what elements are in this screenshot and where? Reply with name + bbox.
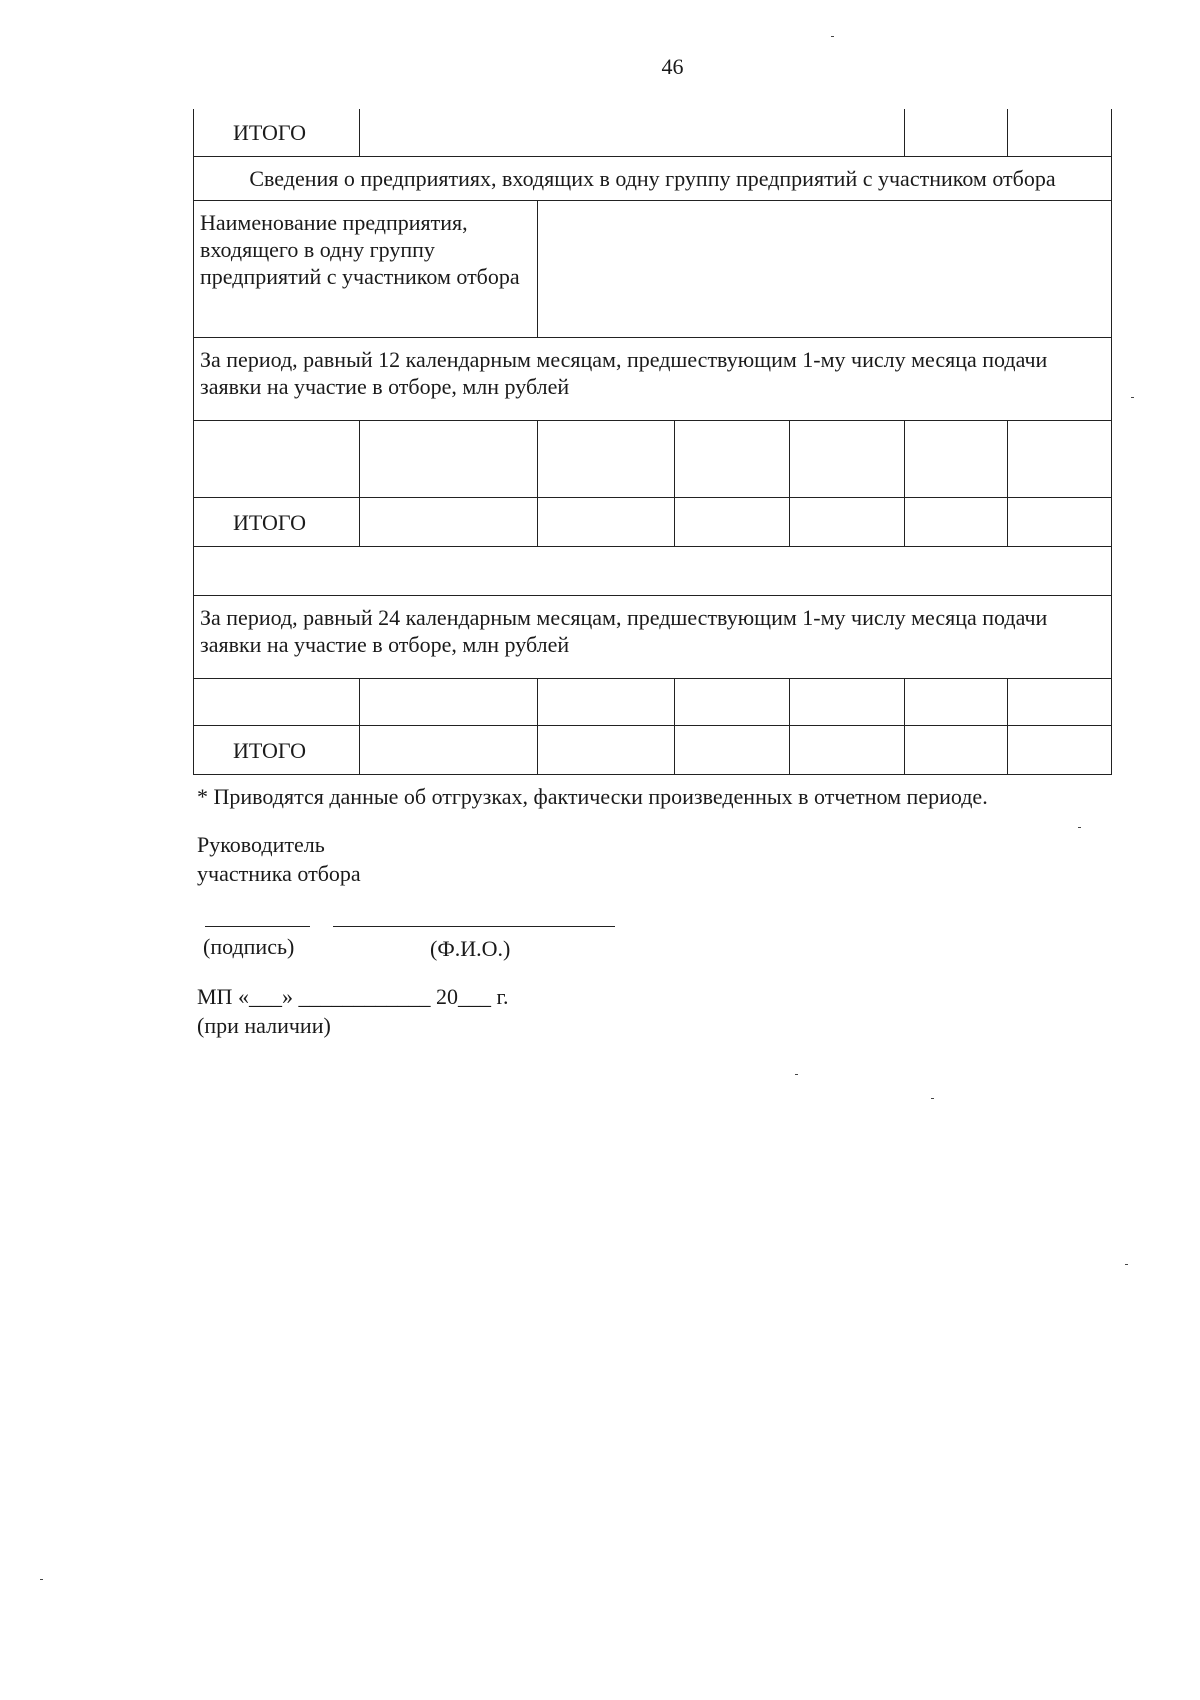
page-number: 46: [661, 54, 684, 79]
head-label-line-1: Руководитель: [197, 832, 325, 857]
footnote: * Приводятся данные об отгрузках, фактически произведенных в отчетном периоде.: [197, 784, 988, 809]
scan-speck: [40, 1579, 43, 1580]
fio-label: (Ф.И.О.): [430, 936, 511, 961]
empty-cell[interactable]: [538, 679, 675, 726]
empty-cell[interactable]: [360, 421, 538, 498]
enterprise-name-value[interactable]: [538, 201, 1112, 338]
scan-speck: [1131, 397, 1134, 398]
scan-speck: [1078, 827, 1081, 828]
empty-cell[interactable]: [675, 679, 790, 726]
empty-cell[interactable]: [1008, 421, 1112, 498]
empty-cell[interactable]: [194, 421, 360, 498]
scan-speck: [831, 36, 834, 37]
empty-cell[interactable]: [675, 421, 790, 498]
empty-cell[interactable]: [538, 726, 675, 775]
table-row-total-top: [194, 109, 1112, 157]
empty-cell[interactable]: [360, 679, 538, 726]
empty-cell[interactable]: [360, 498, 538, 547]
data-table: [193, 109, 1112, 775]
group-header: Сведения о предприятиях, входящих в одну группу предприятий с участником отбора: [194, 157, 1112, 201]
total-cell: ИТОГО: [194, 109, 360, 157]
table-row-group-header: [194, 157, 1112, 201]
table-row-period-12: [194, 338, 1112, 421]
empty-cell[interactable]: [194, 547, 1112, 596]
fio-line[interactable]: [333, 926, 615, 927]
table-row: [194, 679, 1112, 726]
empty-cell[interactable]: [790, 498, 905, 547]
seal-note: (при наличии): [197, 1013, 331, 1038]
signature-label: (подпись): [203, 934, 295, 959]
signature-line[interactable]: [205, 926, 310, 927]
empty-cell[interactable]: [790, 726, 905, 775]
table-row-enterprise-name: [194, 201, 1112, 338]
empty-cell[interactable]: [538, 498, 675, 547]
table-row-period-24: [194, 596, 1112, 679]
empty-cell[interactable]: [1008, 726, 1112, 775]
empty-cell[interactable]: [905, 498, 1008, 547]
empty-cell[interactable]: [905, 726, 1008, 775]
empty-cell[interactable]: [1008, 498, 1112, 547]
scan-speck: [1125, 1264, 1128, 1265]
empty-cell[interactable]: [790, 679, 905, 726]
table-row-blank: [194, 547, 1112, 596]
scan-speck: [931, 1098, 934, 1099]
empty-cell[interactable]: [790, 421, 905, 498]
head-label-line-2: участника отбора: [197, 861, 361, 886]
table-row: [194, 421, 1112, 498]
table-row-total-12: [194, 498, 1112, 547]
head-label: [197, 830, 361, 888]
empty-cell[interactable]: [905, 421, 1008, 498]
empty-cell[interactable]: [360, 109, 905, 157]
empty-cell[interactable]: [538, 421, 675, 498]
empty-cell[interactable]: [1008, 679, 1112, 726]
empty-cell[interactable]: [1008, 109, 1112, 157]
empty-cell[interactable]: [675, 498, 790, 547]
seal-date-line: МП «___» ____________ 20___ г.: [197, 984, 509, 1009]
empty-cell[interactable]: [905, 109, 1008, 157]
empty-cell[interactable]: [905, 679, 1008, 726]
period-24-label: За период, равный 24 календарным месяцам, предшествующим 1-му числу месяца подачи заявки на участие в отборе, млн рублей: [194, 596, 1112, 679]
period-12-label: За период, равный 12 календарным месяцам, предшествующим 1-му числу месяца подачи заявки на участие в отборе, млн рублей: [194, 338, 1112, 421]
total-cell: ИТОГО: [194, 726, 360, 775]
scan-speck: [795, 1074, 798, 1075]
total-cell: ИТОГО: [194, 498, 360, 547]
table-row-total-24: [194, 726, 1112, 775]
empty-cell[interactable]: [360, 726, 538, 775]
enterprise-name-label: Наименование предприятия, входящего в одну группу предприятий с участником отбора: [194, 201, 538, 338]
empty-cell[interactable]: [194, 679, 360, 726]
empty-cell[interactable]: [675, 726, 790, 775]
